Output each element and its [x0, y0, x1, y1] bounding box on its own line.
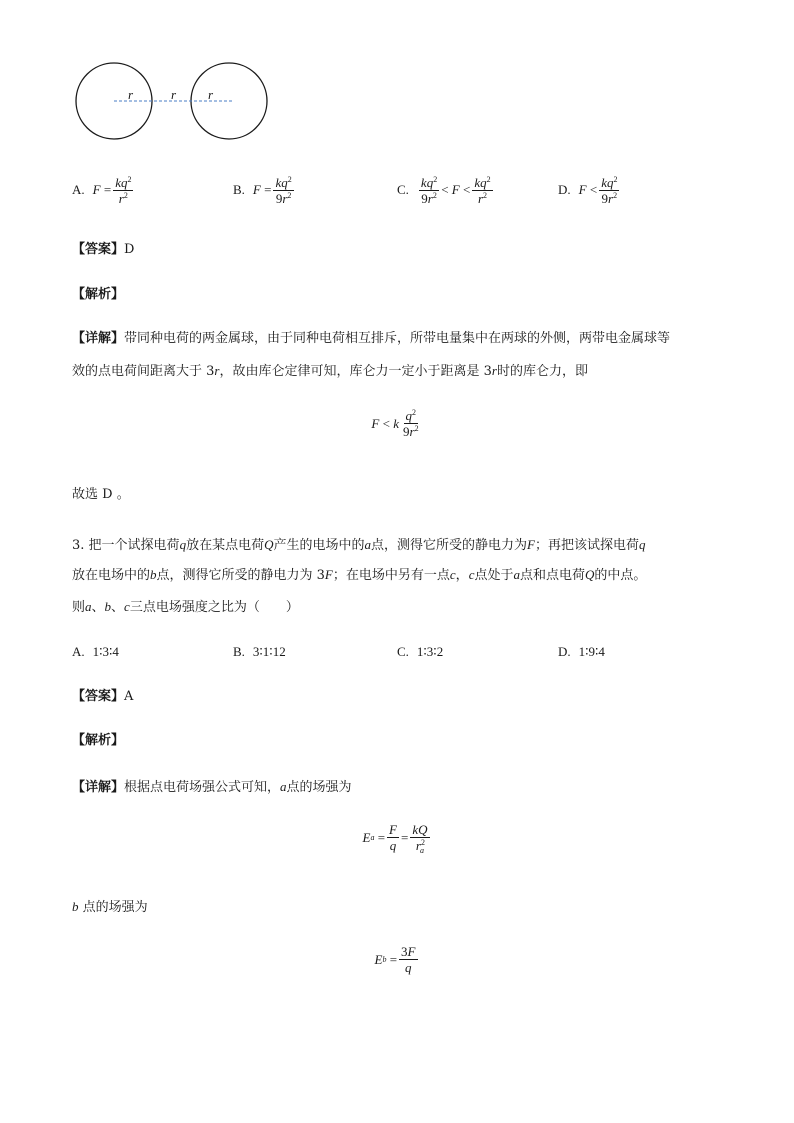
- q2-option-a-formula: F = $\frac{kq^2}{r^2}$: [92, 174, 132, 206]
- q3-option-d: D. 1∶9∶4: [558, 644, 605, 659]
- q2-option-b: B. F = $\frac{kq^2}{9r^2}$: [233, 170, 296, 210]
- q2-option-d-formula: F < $\frac{kq^2}{9r^2}$: [578, 174, 618, 206]
- q2-option-b-formula: F = $\frac{kq^2}{9r^2}$: [252, 174, 292, 206]
- q2-option-c: C. $\frac{kq^2}{9r^2}$ < F < $\frac{kq^2}{r^2}$: [397, 170, 495, 210]
- q3-analysis-heading: 【解析】: [72, 733, 125, 748]
- q3-formula-ea: E a = $\frac{F}{q}$ = $\frac{kQ}{r^2_a}$: [362, 822, 428, 855]
- figure-label-mid: r: [171, 87, 177, 102]
- q3-option-b: B. 3∶1∶12: [233, 644, 286, 659]
- q2-option-c-formula: $\frac{kq^2}{9r^2}$ < F < $\frac{kq^2}{r^2}$: [420, 174, 491, 206]
- q2-option-a: A. F = $\frac{kq^2}{r^2}$: [72, 170, 135, 210]
- q3-line-1: 3. 把一个试探电荷q放在某点电荷Q产生的电场中的a点，测得它所受的静电力为F；再把该试探电荷q: [72, 537, 646, 553]
- q3-line-3: 则a、b、c三点电场强度之比为（ ）: [72, 599, 299, 615]
- q3-option-c: C. 1∶3∶2: [397, 644, 444, 659]
- q3-line-2: 放在电场中的b点，测得它所受的静电力为 3F；在电场中另有一点c，c点处于a点和点电荷Q的中点。: [72, 567, 647, 583]
- q2-detail-line-1: 【详解】带同种电荷的两金属球，由于同种电荷相互排斥，所带电量集中在两球的外侧，两带电金属球等: [72, 331, 671, 346]
- q2-answer: 【答案】D: [72, 242, 135, 257]
- q2-central-formula: F < k $\frac{q^2}{9r^2}$: [371, 408, 419, 439]
- q2-detail-line-2: 效的点电荷间距离大于 3r，故由库仑定律可知，库仑力一定小于距离是 3r时的库仑力，即: [72, 363, 588, 379]
- q2-option-d: D. F < $\frac{kq^2}{9r^2}$: [558, 170, 621, 210]
- q3-detail-line-2: b 点的场强为: [72, 899, 148, 915]
- q2-conclusion: 故选 D 。: [72, 487, 130, 502]
- figure-label-right: r: [208, 87, 214, 102]
- q3-option-a: A. 1∶3∶4: [72, 644, 119, 659]
- figure-label-left: r: [128, 87, 134, 102]
- q2-analysis-heading: 【解析】: [72, 287, 125, 302]
- q3-answer: 【答案】A: [72, 689, 134, 704]
- q3-formula-eb: E b = $\frac{3F}{q}$: [374, 944, 416, 975]
- q3-detail-line-1: 【详解】根据点电荷场强公式可知，a点的场强为: [72, 779, 352, 795]
